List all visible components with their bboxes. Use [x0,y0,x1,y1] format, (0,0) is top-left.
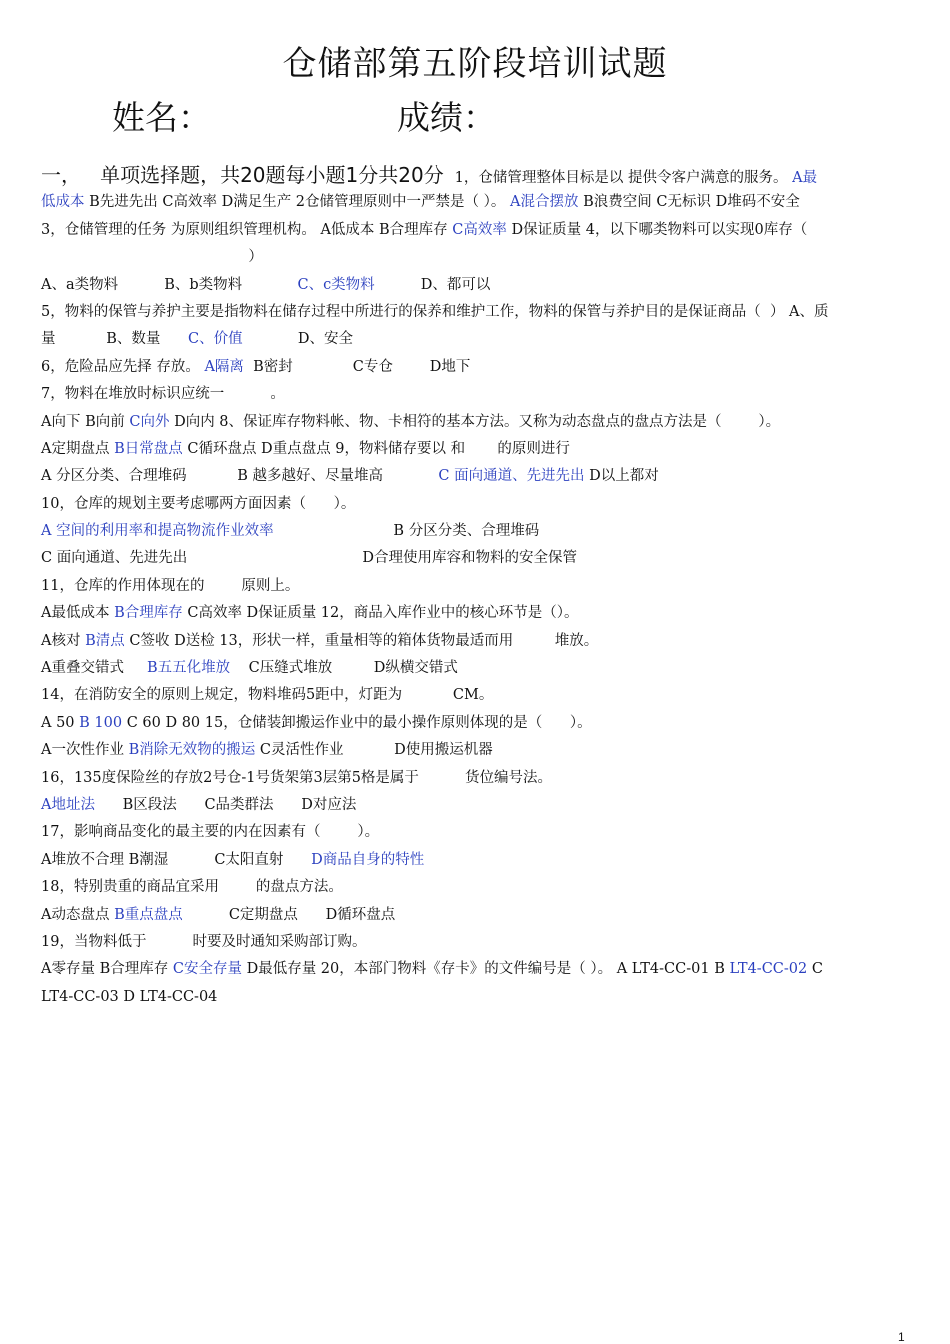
text-segment: A堆放不合理 B潮湿 C太阳直射 [41,851,312,868]
text-line [41,272,913,299]
name-label: 姓名： [112,98,211,137]
text-segment: C 面向通道、先进先出 D合理使用库容和物料的安全保管 [41,550,577,567]
page-title: 仓储部第五阶段培训试题 [282,44,668,84]
text-line [41,217,913,244]
text-line [41,436,913,463]
text-segment: A 50 [41,714,80,731]
answer-highlight: B消除无效物的搬运 [128,742,256,759]
text-segment: C灵活性作业 D使用搬运机器 [255,742,493,759]
text-line [41,299,913,326]
text-segment: LT4-CC-03 D LT4-CC-04 [41,988,218,1005]
text-segment: 6，危险品应先择 存放。 [41,358,205,375]
text-line [41,819,913,846]
text-line [41,956,913,983]
text-segment: A向下 B向前 [41,413,130,430]
text-line [41,710,913,737]
answer-highlight: B重点盘点 [114,906,183,923]
text-line [41,765,913,792]
text-segment: A零存量 B合理库存 [41,961,173,978]
answer-highlight: A最 [792,170,818,186]
text-segment: B先进先出 C高效率 D满足生产 2仓储管理原则中一严禁是（ ）。 [84,194,511,211]
answer-highlight: B合理库存 [114,605,183,622]
answer-highlight: B五五化堆放 [147,660,231,677]
text-segment: C [807,961,823,978]
answer-highlight: D商品自身的特性 [311,851,425,868]
text-line [41,628,913,655]
section-heading: 分 [423,163,451,187]
text-segment: A定期盘点 [41,440,115,457]
text-line [41,902,913,929]
text-segment: A一次性作业 [41,742,129,759]
text-line [41,573,913,600]
answer-highlight: C 面向通道、先进先出 [438,468,585,485]
text-line [41,244,913,271]
text-line [41,847,913,874]
text-line [41,545,913,572]
answer-highlight: B清点 [85,632,125,649]
text-line [41,874,913,901]
text-segment: C 60 D 80 15，仓储装卸搬运作业中的最小操作原则体现的是（ ）。 [122,714,592,731]
text-segment: 11，仓库的作用体现在的 原则上。 [41,577,300,594]
text-segment: D、安全 [242,331,354,348]
text-segment: A核对 [41,632,86,649]
answer-highlight: 低成本 [41,194,85,211]
text-segment: C高效率 D保证质量 12，商品入库作业中的核心环节是（）。 [182,605,579,622]
answer-highlight: B 100 [79,714,123,731]
text-segment: 5，物料的保管与养护主要是指物料在储存过程中所进行的保养和维护工作，物料的保管与养护目的是保证商品（ ） A、质 [41,303,829,320]
text-segment: 19，当物料低于 时要及时通知采购部订购。 [41,933,367,950]
answer-highlight: C高效率 [452,221,507,238]
text-line [41,491,913,518]
text-line [41,984,913,1011]
text-segment: C循环盘点 D重点盘点 9，物料储存要以 和 的原则进行 [182,440,570,457]
section-heading: 1 [345,163,359,187]
answer-highlight: B日常盘点 [114,440,183,457]
text-line [41,189,913,216]
text-segment: 7，物料在堆放时标识应统一 。 [41,386,285,403]
text-segment: ） [41,249,263,266]
section-heading: 20 [398,163,424,187]
text-line [41,518,913,545]
text-segment: 1，仓储管理整体目标是以 提供令客户满意的服务。 [450,170,793,186]
text-segment: A重叠交错式 [41,660,148,677]
text-segment: B 分区分类、合理堆码 [273,523,540,540]
text-line [41,737,913,764]
text-segment: C定期盘点 D循环盘点 [182,906,396,923]
text-line [41,600,913,627]
text-line [41,354,913,381]
text-segment: B密封 C专仓 D地下 [243,358,471,375]
text-segment: 18，特别贵重的商品宜采用 的盘点方法。 [41,879,343,896]
text-segment: D以上都对 [584,468,659,485]
text-segment: 量 B、数量 [41,331,189,348]
answer-highlight: C向外 [129,413,170,430]
text-segment: C签收 D送检 13，形状一样，重量相等的箱体货物最适而用 堆放。 [124,632,599,649]
answer-highlight: A地址法 [41,796,95,813]
text-segment: D最低存量 20，本部门物料《存卡》的文件编号是（ ）。 A LT4-CC-01 B [241,961,730,978]
text-line [41,381,913,408]
text-segment: D向内 8、保证库存物料帐、物、卡相符的基本方法。又称为动态盘点的盘点方法是（ ）。 [169,413,781,430]
text-segment: A 分区分类、合理堆码 B 越多越好、尽量堆高 [41,468,439,485]
answer-highlight: A 空间的利用率和提高物流作业效率 [41,523,274,540]
text-segment: 14，在消防安全的原则上规定，物料堆码5距中，灯距为 CM。 [41,687,494,704]
text-segment: 10，仓库的规划主要考虑哪两方面因素（ ）。 [41,495,356,512]
section-heading: 一， 单项选择题，共 [41,163,241,187]
question-list [41,162,913,1011]
answer-highlight: C安全存量 [172,961,242,978]
text-line [41,929,913,956]
answer-highlight: LT4-CC-02 [729,961,808,978]
text-line [41,463,913,490]
text-segment: A最低成本 [41,605,115,622]
answer-highlight: A混合摆放 [510,194,579,211]
text-line [41,162,913,189]
text-line [41,655,913,682]
text-segment: 16，135度保险丝的存放2号仓-1号货架第3层第5格是属于 货位编号法。 [41,769,553,786]
text-segment: D、都可以 [374,276,491,293]
text-line [41,326,913,353]
text-segment: A、a类物料 B、b类物料 [41,276,298,293]
score-label: 成绩： [397,98,496,137]
answer-highlight: A隔离 [204,358,244,375]
text-segment: 3，仓储管理的任务 为原则组织管理机构。 A低成本 B合理库存 [41,221,453,238]
section-heading: 分共 [358,163,399,187]
section-heading: 题每小题 [265,163,346,187]
text-segment: A动态盘点 [41,906,115,923]
text-segment: C压缝式堆放 D纵横交错式 [230,660,458,677]
text-segment: B区段法 C品类群法 D对应法 [94,796,357,813]
answer-highlight: C、价值 [188,331,243,348]
text-line [41,409,913,436]
text-line [41,682,913,709]
section-heading: 20 [240,163,266,187]
answer-highlight: C、c类物料 [297,276,375,293]
text-line [41,792,913,819]
text-segment: 17，影响商品变化的最主要的内在因素有（ ）。 [41,824,380,841]
text-segment: B浪费空间 C无标识 D堆码不安全 [578,194,800,211]
page-number: 1 [898,1330,905,1344]
text-segment: D保证质量 4，以下哪类物料可以实现0库存（ [506,221,808,238]
